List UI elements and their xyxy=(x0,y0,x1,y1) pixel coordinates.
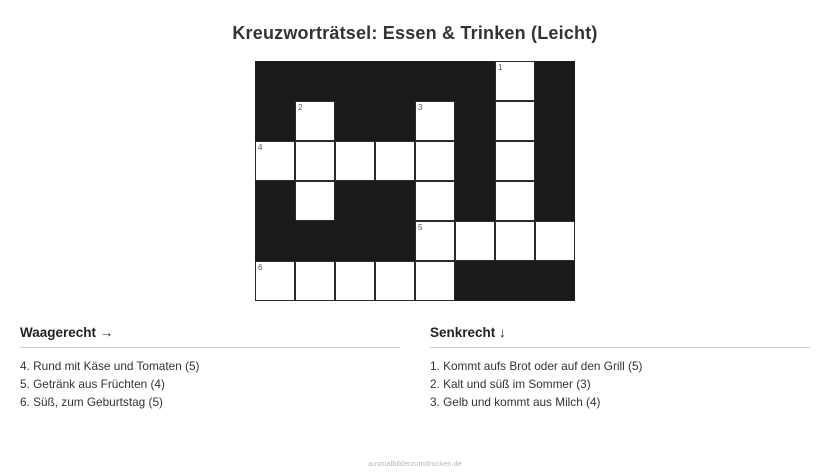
grid-letter-cell[interactable] xyxy=(295,141,335,181)
grid-block-cell xyxy=(335,221,375,261)
clue-item: 6. Süß, zum Geburtstag (5) xyxy=(20,395,163,409)
clue-item: 3. Gelb und kommt aus Milch (4) xyxy=(430,395,601,409)
grid-letter-cell[interactable] xyxy=(335,261,375,301)
grid-letter-cell[interactable] xyxy=(375,261,415,301)
down-heading: Senkrecht ↓ xyxy=(430,325,810,348)
site-credit: ausmalbilderzumdrucken.de xyxy=(368,459,462,468)
grid-letter-cell[interactable] xyxy=(415,181,455,221)
grid-letter-cell[interactable] xyxy=(495,101,535,141)
grid-letter-cell[interactable] xyxy=(375,141,415,181)
grid-block-cell xyxy=(455,261,495,301)
grid-letter-cell[interactable] xyxy=(335,141,375,181)
grid-block-cell xyxy=(375,221,415,261)
clue-item: 1. Kommt aufs Brot oder auf den Grill (5) xyxy=(430,359,643,373)
grid-block-cell xyxy=(335,181,375,221)
grid-block-cell xyxy=(415,61,455,101)
grid-block-cell xyxy=(455,141,495,181)
cell-number: 5 xyxy=(418,223,423,232)
cell-number: 1 xyxy=(498,63,503,72)
grid-letter-cell[interactable] xyxy=(495,181,535,221)
cell-number: 2 xyxy=(298,103,303,112)
grid-letter-cell[interactable] xyxy=(295,101,335,141)
grid-block-cell xyxy=(375,101,415,141)
grid-letter-cell[interactable] xyxy=(495,221,535,261)
grid-block-cell xyxy=(535,261,575,301)
grid-letter-cell[interactable] xyxy=(255,141,295,181)
grid-letter-cell[interactable] xyxy=(415,261,455,301)
grid-block-cell xyxy=(535,61,575,101)
grid-letter-cell[interactable] xyxy=(495,61,535,101)
grid-block-cell xyxy=(495,261,535,301)
grid-letter-cell[interactable] xyxy=(415,221,455,261)
crossword-grid xyxy=(255,61,575,301)
grid-letter-cell[interactable] xyxy=(495,141,535,181)
clue-item: 4. Rund mit Käse und Tomaten (5) xyxy=(20,359,200,373)
grid-letter-cell[interactable] xyxy=(415,141,455,181)
grid-block-cell xyxy=(535,101,575,141)
clue-item: 2. Kalt und süß im Sommer (3) xyxy=(430,377,591,391)
cell-number: 6 xyxy=(258,263,263,272)
cell-number: 3 xyxy=(418,103,423,112)
across-heading: Waagerecht → xyxy=(20,325,400,348)
grid-block-cell xyxy=(455,101,495,141)
grid-block-cell xyxy=(455,61,495,101)
clue-item: 5. Getränk aus Früchten (4) xyxy=(20,377,165,391)
grid-block-cell xyxy=(535,181,575,221)
grid-block-cell xyxy=(455,181,495,221)
clues-section xyxy=(0,325,830,411)
grid-block-cell xyxy=(295,61,335,101)
grid-block-cell xyxy=(375,61,415,101)
across-column xyxy=(20,325,400,411)
page-title: Kreuzworträtsel: Essen & Trinken (Leicht) xyxy=(232,23,598,43)
grid-letter-cell[interactable] xyxy=(455,221,495,261)
grid-block-cell xyxy=(335,101,375,141)
grid-letter-cell[interactable] xyxy=(535,221,575,261)
grid-block-cell xyxy=(375,181,415,221)
grid-block-cell xyxy=(295,221,335,261)
grid-letter-cell[interactable] xyxy=(295,261,335,301)
crossword-grid-container xyxy=(0,61,830,301)
grid-letter-cell[interactable] xyxy=(415,101,455,141)
grid-letter-cell[interactable] xyxy=(295,181,335,221)
grid-block-cell xyxy=(335,61,375,101)
down-column xyxy=(430,325,810,411)
grid-block-cell xyxy=(535,141,575,181)
grid-block-cell xyxy=(255,61,295,101)
cell-number: 4 xyxy=(258,143,263,152)
grid-letter-cell[interactable] xyxy=(255,261,295,301)
grid-block-cell xyxy=(255,181,295,221)
grid-block-cell xyxy=(255,101,295,141)
grid-block-cell xyxy=(255,221,295,261)
